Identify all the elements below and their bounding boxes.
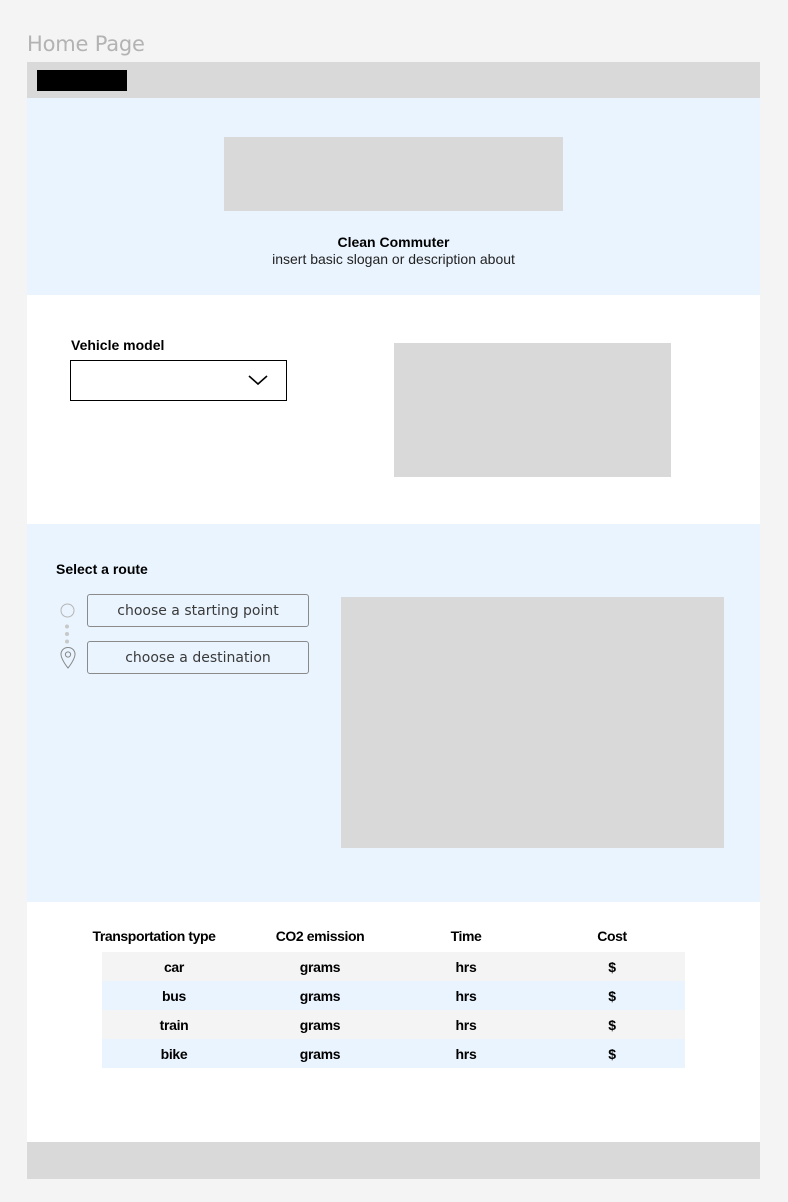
header-co2-emission: CO2 emission xyxy=(275,928,365,944)
select-route-label: Select a route xyxy=(56,561,148,577)
cell-co2-emission: grams xyxy=(299,1017,341,1033)
table-row xyxy=(102,1039,685,1068)
cell-transportation-type: car xyxy=(163,959,185,975)
destination-input[interactable] xyxy=(87,641,309,674)
vehicle-image-placeholder xyxy=(394,343,671,477)
hero-image-placeholder xyxy=(224,137,563,211)
cell-cost: $ xyxy=(608,1017,616,1033)
chevron-down-icon xyxy=(247,373,269,387)
table-row xyxy=(102,952,685,981)
navbar xyxy=(27,62,760,98)
cell-cost: $ xyxy=(608,988,616,1004)
header-time: Time xyxy=(450,928,482,944)
hero-slogan: insert basic slogan or description about xyxy=(272,251,515,267)
vehicle-model-label: Vehicle model xyxy=(71,337,165,353)
cell-transportation-type: bike xyxy=(160,1046,188,1062)
map-placeholder[interactable] xyxy=(341,597,724,848)
circle-icon xyxy=(60,603,75,618)
hero-title: Clean Commuter xyxy=(337,234,450,250)
cell-time: hrs xyxy=(455,959,477,975)
logo[interactable] xyxy=(37,70,127,91)
vehicle-model-dropdown[interactable] xyxy=(70,360,287,401)
cell-co2-emission: grams xyxy=(299,1046,341,1062)
cell-cost: $ xyxy=(608,1046,616,1062)
cell-co2-emission: grams xyxy=(299,988,341,1004)
footer xyxy=(27,1142,760,1179)
table-row xyxy=(102,1010,685,1039)
header-cost: Cost xyxy=(597,928,627,944)
route-dots-icon xyxy=(64,624,70,644)
frame-title: Home Page xyxy=(27,32,145,56)
cell-time: hrs xyxy=(455,1017,477,1033)
cell-time: hrs xyxy=(455,1046,477,1062)
cell-cost: $ xyxy=(608,959,616,975)
table-row xyxy=(102,981,685,1010)
cell-co2-emission: grams xyxy=(299,959,341,975)
cell-time: hrs xyxy=(455,988,477,1004)
starting-point-input[interactable] xyxy=(87,594,309,627)
header-transportation-type: Transportation type xyxy=(92,928,216,944)
map-pin-icon xyxy=(59,646,77,670)
cell-transportation-type: train xyxy=(159,1017,189,1033)
cell-transportation-type: bus xyxy=(162,988,186,1004)
